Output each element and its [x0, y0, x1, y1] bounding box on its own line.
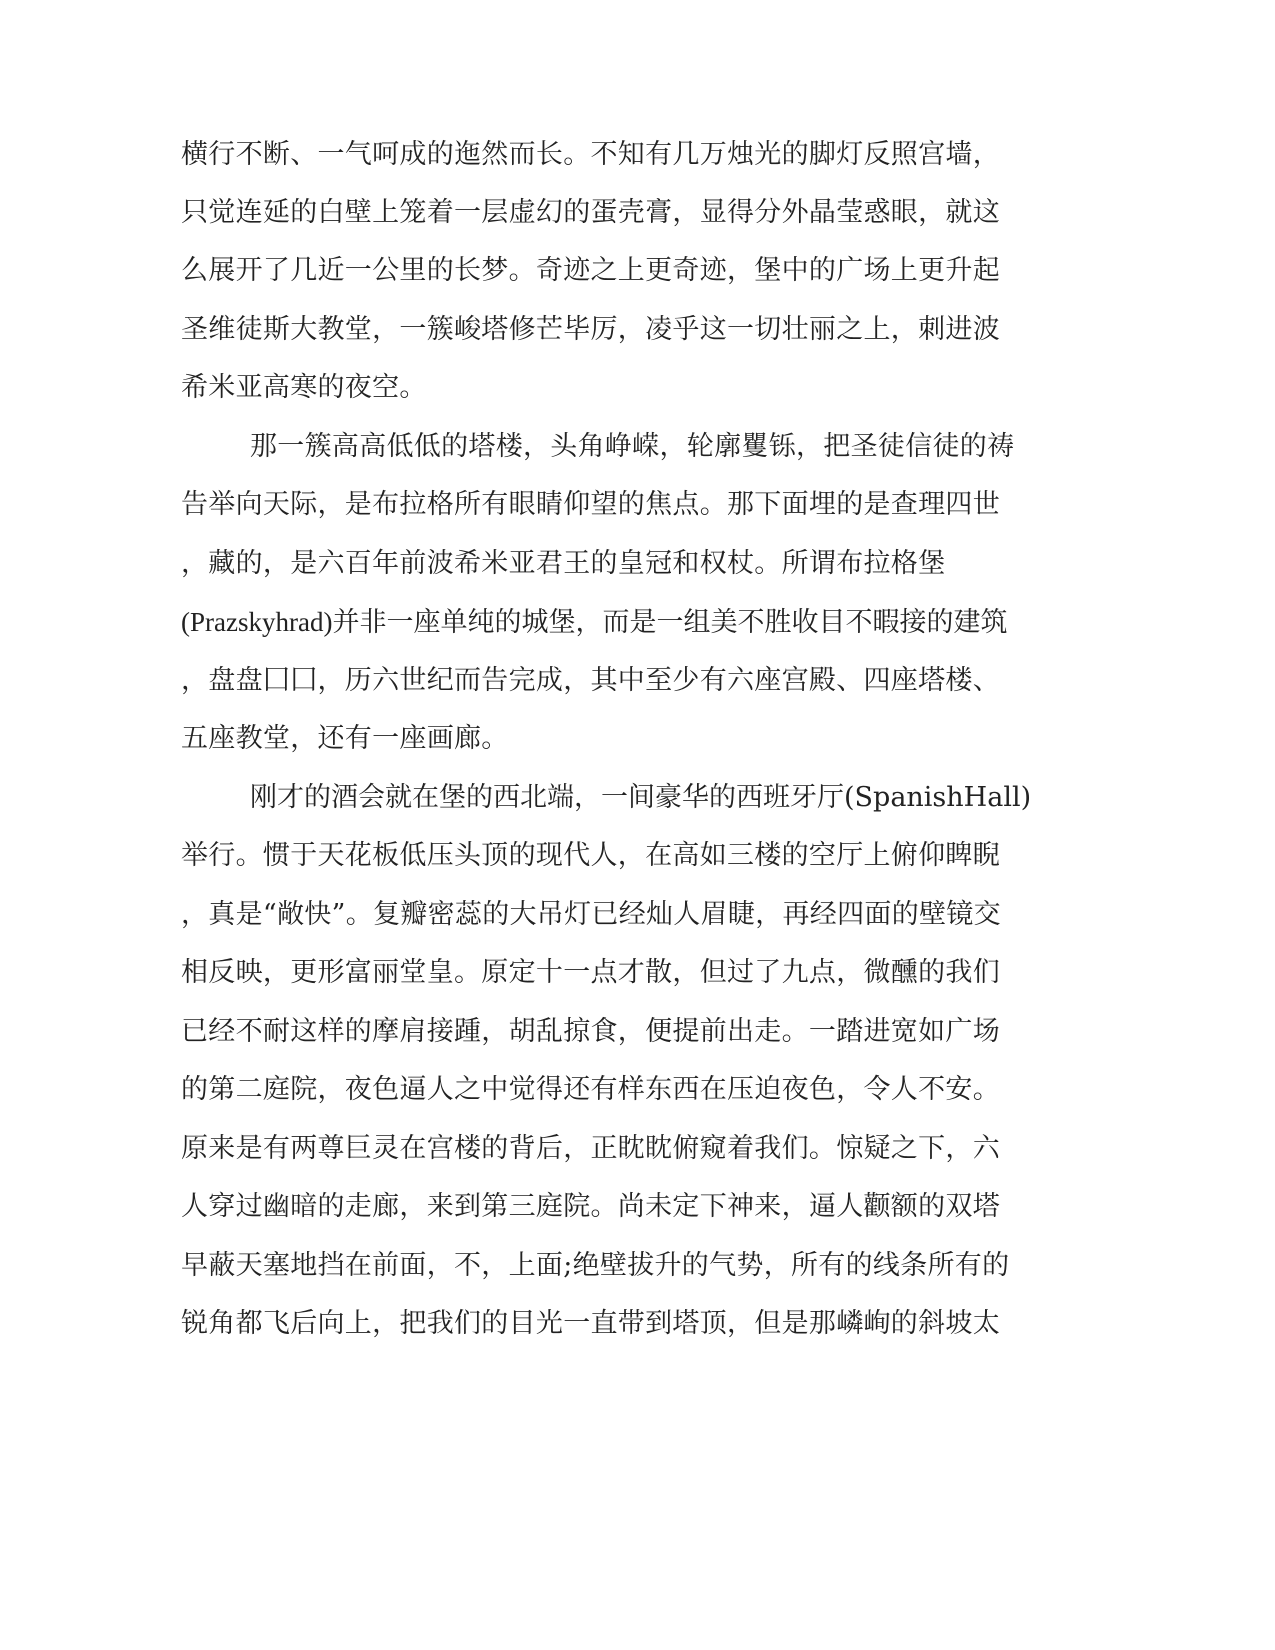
- text-line: 横行不断、一气呵成的迤然而长。不知有几万烛光的脚灯反照宫墙，: [181, 139, 1000, 170]
- text-line: 的第二庭院，夜色逼人之中觉得还有样东西在压迫夜色，令人不安。: [181, 1074, 1000, 1105]
- text-line: 已经不耐这样的摩肩接踵，胡乱掠食，便提前出走。一踏进宽如广场: [181, 1016, 1000, 1047]
- text-line: 告举向天际，是布拉格所有眼睛仰望的焦点。那下面埋的是查理四世: [181, 489, 1000, 520]
- text-line: 么展开了几近一公里的长梦。奇迹之上更奇迹，堡中的广场上更升起: [181, 255, 1000, 286]
- text-line: 刚才的酒会就在堡的西北端，一间豪华的西班牙厅(SpanishHall): [250, 782, 1032, 813]
- text-line: (Prazskyhrad)并非一座单纯的城堡，而是一组美不胜收目不暇接的建筑: [181, 607, 1008, 637]
- text-line: 相反映，更形富丽堂皇。原定十一点才散，但过了九点，微醺的我们: [181, 957, 1000, 988]
- text-line: ，盘盘囗囗，历六世纪而告完成，其中至少有六座宫殿、四座塔楼、: [181, 665, 1000, 696]
- text-line: 锐角都飞后向上，把我们的目光一直带到塔顶，但是那嶙峋的斜坡太: [181, 1308, 1000, 1339]
- text-line: 举行。惯于天花板低压头顶的现代人，在高如三楼的空厅上俯仰睥睨: [181, 840, 1000, 871]
- text-line: 人穿过幽暗的走廊，来到第三庭院。尚未定下神来，逼人颧额的双塔: [181, 1191, 1000, 1222]
- text-line: 早蔽天塞地挡在前面，不，上面;绝壁拔升的气势，所有的线条所有的: [181, 1250, 1010, 1281]
- text-line: ，藏的，是六百年前波希米亚君王的皇冠和权杖。所谓布拉格堡: [181, 548, 946, 579]
- text-line: 那一簇高高低低的塔楼，头角峥嵘，轮廓矍铄，把圣徒信徒的祷: [250, 431, 1015, 462]
- text-line: 圣维徒斯大教堂，一簇峻塔修芒毕厉，凌乎这一切壮丽之上，刺进波: [181, 314, 1000, 345]
- text-line: 希米亚高寒的夜空。: [181, 372, 427, 403]
- text-line: 原来是有两尊巨灵在宫楼的背后，正眈眈俯窥着我们。惊疑之下，六: [181, 1133, 1000, 1164]
- text-line: ，真是“敞快”。复瓣密蕊的大吊灯已经灿人眉睫，再经四面的壁镜交: [181, 899, 1001, 930]
- text-line: 只觉连延的白壁上笼着一层虚幻的蛋壳膏，显得分外晶莹惑眼，就这: [181, 197, 1000, 228]
- text-line: 五座教堂，还有一座画廊。: [181, 723, 509, 754]
